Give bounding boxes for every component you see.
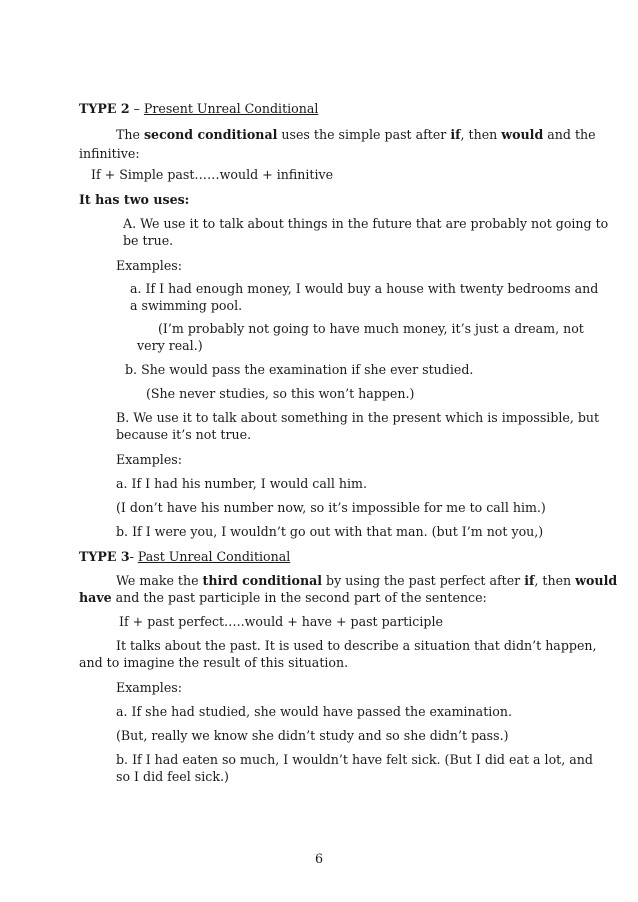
type3-talks-line-2: and to imagine the result of this situation. (79, 655, 349, 670)
example-a-line-1: a. If I had enough money, I would buy a house with twenty bedrooms and (130, 281, 599, 296)
use-a-line-2: be true. (123, 233, 174, 248)
type2-heading: TYPE 2 – Present Unreal Conditional (79, 101, 319, 116)
type3-intro-line: We make the third conditional by using the past perfect after if, then would (116, 573, 618, 588)
example-b-b: b. If I were you, I wouldn’t go out with that man. (but I’m not you,) (116, 524, 544, 539)
type2-formula: If + Simple past……would + infinitive (91, 167, 334, 182)
page-number: 6 (314, 851, 323, 866)
example-b-a: a. If I had his number, I would call him. (116, 476, 367, 491)
type3-talks-line-1: It talks about the past. It is used to describe a situation that didn’t happen, (116, 638, 597, 653)
type2-intro-cont: infinitive: (79, 146, 140, 161)
type3-example-a-note: (But, really we know she didn’t study and so she didn’t pass.) (116, 728, 509, 743)
type3-example-a: a. If she had studied, she would have passed the examination. (116, 704, 512, 719)
type3-example-b-line-2: so I did feel sick.) (116, 769, 229, 784)
type2-intro-line: The second conditional uses the simple past after if, then would and the (116, 127, 596, 142)
examples-label: Examples: (116, 258, 182, 273)
type3-example-b-line-1: b. If I had eaten so much, I wouldn’t have felt sick. (But I did eat a lot, and (116, 752, 593, 767)
examples-label: Examples: (116, 680, 182, 695)
use-a-line-1: A. We use it to talk about things in the future that are probably not going to (123, 216, 609, 231)
example-a-line-2: a swimming pool. (130, 298, 243, 313)
example-b-note: (She never studies, so this won’t happen.) (146, 386, 415, 401)
uses-heading: It has two uses: (79, 192, 190, 207)
type3-formula: If + past perfect…..would + have + past participle (119, 614, 443, 629)
use-b-line-1: B. We use it to talk about something in the present which is impossible, but (116, 410, 600, 425)
type3-intro-cont: have and the past participle in the second part of the sentence: (79, 590, 487, 605)
example-b: b. She would pass the examination if she ever studied. (125, 362, 474, 377)
use-b-line-2: because it’s not true. (116, 427, 252, 442)
example-b-a-note: (I don’t have his number now, so it’s impossible for me to call him.) (116, 500, 546, 515)
type3-heading: TYPE 3- Past Unreal Conditional (79, 549, 291, 564)
examples-label: Examples: (116, 452, 182, 467)
example-a-note-1: (I’m probably not going to have much money, it’s just a dream, not (158, 321, 584, 336)
example-a-note-2: very real.) (137, 338, 203, 353)
